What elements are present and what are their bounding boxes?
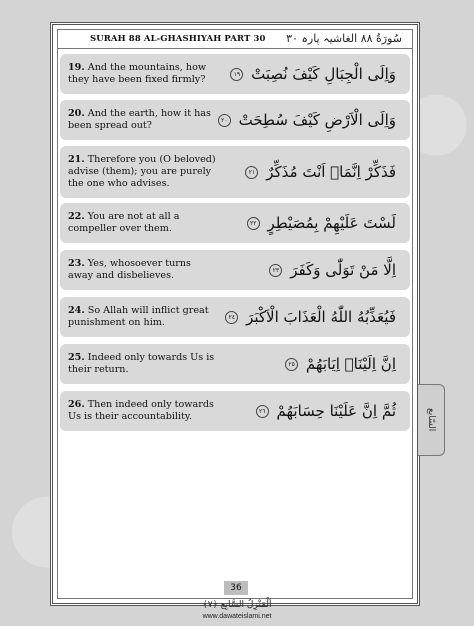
arabic-text: اِلَّا مَنْ تَوَلّٰى وَكَفَرَ — [290, 261, 396, 279]
arabic-text: اِنَّ اِلَيْنَاۤ اِيَابَهُمْ — [305, 355, 396, 373]
ayah-marker: ٢٦ — [256, 405, 269, 418]
verse-text: And the mountains, how they have been fixed firmly? — [68, 62, 207, 85]
ayah-marker: ٢٥ — [285, 358, 298, 371]
arabic-text: فَيُعَذِّبُهُ اللّٰهُ الْعَذَابَ الْاَكْبَرَ — [246, 308, 396, 326]
verse-translation — [60, 154, 216, 190]
verse-arabic — [216, 163, 410, 181]
verse-number: 22. — [68, 211, 85, 222]
verse-arabic — [216, 402, 410, 420]
verse-row — [60, 391, 410, 431]
ayah-marker: ٢٣ — [269, 264, 282, 277]
verse-row — [60, 100, 410, 140]
verse-text: Indeed only towards Us is their return. — [68, 352, 215, 375]
manzil-side-tab — [418, 384, 445, 456]
arabic-text: وَاِلَى الْجِبَالِ كَيْفَ نُصِبَتْ — [251, 65, 396, 83]
arabic-text: ثُمَّ اِنَّ عَلَيْنَا حِسَابَهُمْ — [276, 402, 396, 420]
verse-translation — [60, 62, 216, 86]
verse-translation — [60, 108, 216, 132]
arabic-text: فَذَكِّرْ اِنَّمَاۤ اَنْتَ مُذَكِّرٌ — [266, 163, 396, 181]
footer-url[interactable]: www.dawateislami.net — [202, 613, 272, 620]
verse-translation — [60, 211, 216, 235]
verse-arabic — [216, 111, 410, 129]
verse-text: Therefore you (O beloved) advise (them); you are purely the one who advises. — [68, 154, 216, 189]
verse-text: Yes, whosoever turns away and disbelieves. — [68, 258, 191, 281]
verse-arabic — [216, 355, 410, 373]
verse-text: And the earth, how it has been spread out? — [68, 108, 211, 131]
verse-row — [60, 146, 410, 198]
ayah-marker: ٢٢ — [247, 217, 260, 230]
page-header — [58, 29, 412, 49]
verse-row — [60, 250, 410, 290]
verse-arabic — [216, 308, 410, 326]
verse-row — [60, 54, 410, 94]
verse-text: You are not at all a compeller over them. — [68, 211, 180, 234]
verse-translation — [60, 399, 216, 423]
page-number: 36 — [224, 581, 248, 595]
verse-translation — [60, 305, 216, 329]
ayah-marker: ٢٠ — [218, 114, 231, 127]
verse-number: 26. — [68, 399, 85, 410]
verse-arabic — [216, 65, 410, 83]
footer-manzil: اَلْمَنْزِلُ السَّابِع ﴿٧﴾ — [202, 600, 272, 610]
verse-number: 24. — [68, 305, 85, 316]
verse-row — [60, 344, 410, 384]
arabic-text: لَسْتَ عَلَيْهِمْ بِمُصَيْطِرٍ — [267, 214, 396, 232]
header-title-ar: سُورَةُ ۸۸ الغاشیہ پارہ ۳۰ — [286, 32, 402, 45]
side-tab-label: السّابع — [426, 408, 436, 432]
ayah-marker: ٢١ — [245, 166, 258, 179]
verse-number: 19. — [68, 62, 85, 73]
arabic-text: وَاِلَى الْاَرْضِ كَيْفَ سُطِحَتْ — [238, 111, 396, 129]
verse-number: 20. — [68, 108, 85, 119]
verse-arabic — [216, 214, 410, 232]
ayah-marker: ١٩ — [230, 68, 243, 81]
verse-text: Then indeed only towards Us is their accountability. — [68, 399, 214, 422]
ayah-marker: ٢٤ — [225, 311, 238, 324]
verse-number: 23. — [68, 258, 85, 269]
verse-text: So Allah will inflict great punishment on him. — [68, 305, 209, 328]
verse-row — [60, 297, 410, 337]
verse-row — [60, 203, 410, 243]
verse-translation — [60, 258, 216, 282]
verse-number: 21. — [68, 154, 85, 165]
verse-translation — [60, 352, 216, 376]
verse-arabic — [216, 261, 410, 279]
verse-number: 25. — [68, 352, 85, 363]
header-title-en: SURAH 88 AL-GHASHIYAH PART 30 — [90, 33, 266, 44]
